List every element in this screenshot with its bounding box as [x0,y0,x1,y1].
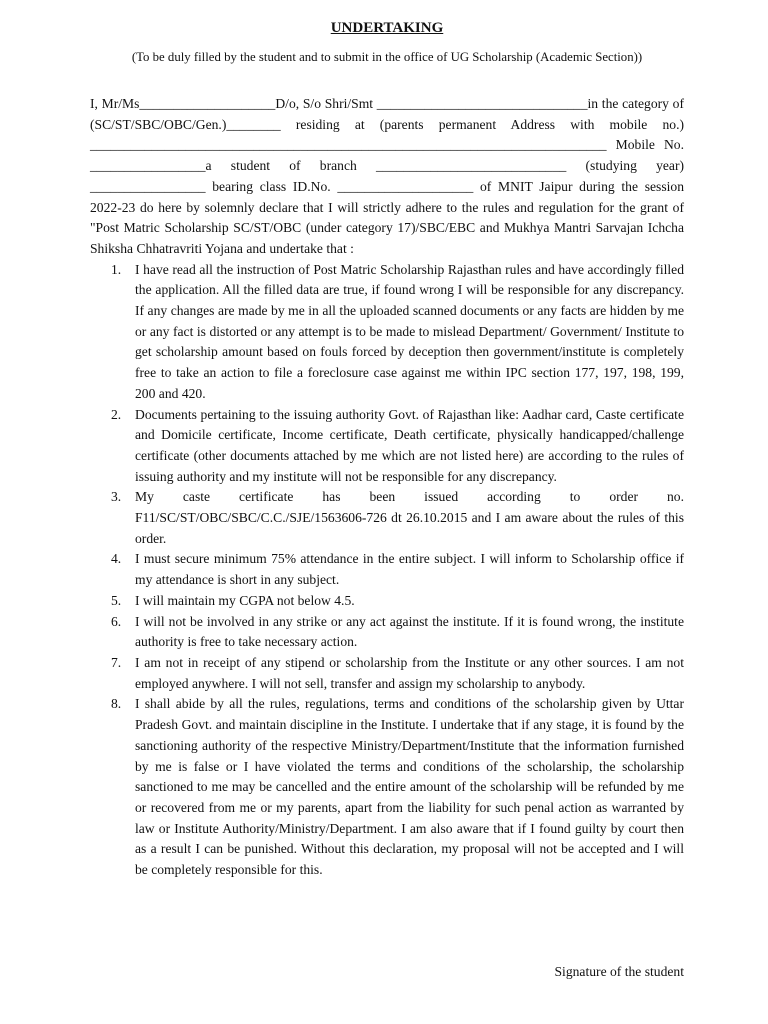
clause-text: I am not in receipt of any stipend or scholarship from the Institute or any other sources. I am not employed anywhere. I will not sell, transfer and assign my scholarship to anybody. [135,654,684,691]
clause-text: I will maintain my CGPA not below 4.5. [135,592,355,608]
clause-text: I have read all the instruction of Post Matric Scholarship Rajasthan rules and have accordingly filled the application. All the filled data are true, if found wrong I will be responsible for any discrepancy. If any changes are made by me in all the uploaded scanned documents or any facts are hidden by me or any fact is distorted or any attempt is to be made to mislead Department/ Government/ Institute to get scholarship amount based on fouls forced by deception then government/institute is completely free to take an action to file a foreclosure case against me within IPC section 177, 197, 198, 199, 200 and 420. [135,261,684,401]
clause-text: Documents pertaining to the issuing authority Govt. of Rajasthan like: Aadhar card, Caste certificate and Domicile certificate, Income certificate, Death certificate, physically handicapped/challenge certificate (other documents attached by me which are not listed here) are according to the rules of issuing authority and my institute will not be responsible for any discrepancy. [135,406,684,484]
intro-part-2: Mobile No. _________________a student of branch ____________________________ (studying year) _________________ bearing class ID.No. ____________________ of MNIT Jaipur during the session 2022-23 do here by solemnly declare that I will strictly adhere to the rules and regulation for the grant of "Post Matric Scholarship SC/ST/OBC (under category 17)/SBC/EBC and Mukhya Mantri Sarvajan Ichcha Shiksha Chhatravriti Yojana and undertake that : [90,137,684,256]
clause-item [111,260,684,405]
page-subtitle: (To be duly filled by the student and to submit in the office of UG Scholarship (Academic Section)) [131,50,643,64]
page-title: UNDERTAKING [330,20,444,36]
clause-number: 1. [111,261,122,277]
clause-item [111,653,684,694]
clause-item [111,694,684,880]
clause-item [111,487,684,549]
clause-list [90,260,684,881]
clause-text: I shall abide by all the rules, regulations, terms and conditions of the scholarship given by Uttar Pradesh Govt. and maintain discipline in the Institute. I undertake that if any stage, it is found by the sanctioning authority of the respective Ministry/Department/Institute that the information furnished by me is false or I have violated the terms and conditions of the scholarship, the scholarship sanctioned to me may be cancelled and the entire amount of the scholarship will be refunded by me or recovered from me or my parents, apart from the liability for such penal action as warranted by law or Institute Authority/Ministry/Department. I am also aware that if I found guilty by court then as a result I can be punished. Without this declaration, my proposal will not be accepted and I will be completely responsible for this. [135,696,684,878]
clause-text: I will not be involved in any strike or any act against the institute. If it is found wrong, the institute authority is free to take necessary action. [135,613,684,650]
clause-number: 6. [111,613,122,629]
clause-item [111,591,684,612]
clause-number: 5. [111,592,122,608]
clause-item [111,612,684,653]
clause-number: 3. [111,489,122,505]
clause-number: 8. [111,696,122,712]
intro-paragraph [90,94,684,260]
clause-text: I must secure minimum 75% attendance in the entire subject. I will inform to Scholarship office if my attendance is short in any subject. [135,551,684,588]
clause-number: 2. [111,406,122,422]
clause-item [111,549,684,590]
clause-number: 4. [111,551,122,567]
intro-part-1: I, Mr/Ms____________________D/o, S/o Shri/Smt _______________________________in the category of (SC/ST/SBC/OBC/Gen.)________ residing at (parents permanent Address with mobile no.) ____________________________________________________________________________ [90,96,684,153]
signature-label: Signature of the student [554,964,684,979]
clause-item [111,405,684,488]
clause-text: My caste certificate has been issued according to order no. F11/SC/ST/OBC/SBC/C.C./SJE/1563606-726 dt 26.10.2015 and I am aware about the rules of this order. [135,489,684,546]
clause-number: 7. [111,654,122,670]
